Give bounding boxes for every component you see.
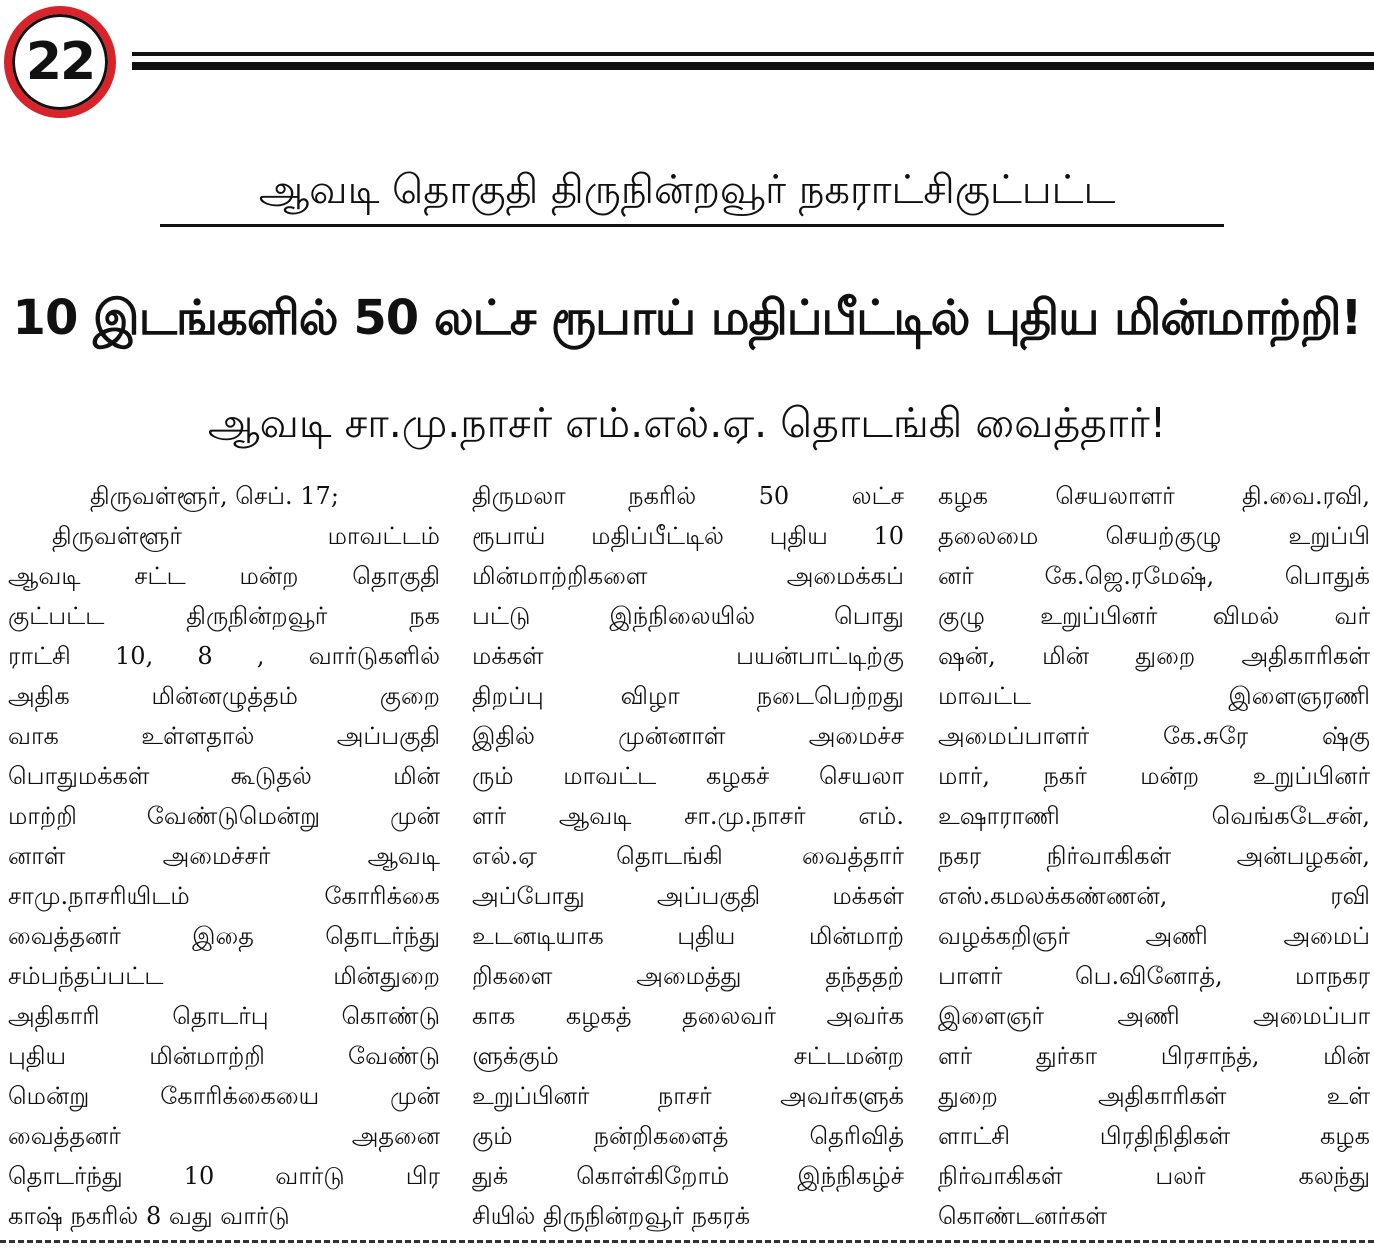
body-text-line: அதிகாரி தொடர்பு கொண்டு (8, 1002, 440, 1030)
page-number-badge (4, 6, 116, 118)
body-text-line: கழக செயலாளர் தி.வை.ரவி, (938, 482, 1370, 510)
body-text-line: காக கழகத் தலைவர் அவர்க (472, 1002, 904, 1030)
article-headline: 10 இடங்களில் 50 லட்ச ரூபாய் மதிப்பீட்டில் புதிய மின்மாற்றி! (12, 290, 1362, 346)
body-text-line: னாள் அமைச்சர் ஆவடி (8, 842, 440, 870)
body-text-line: திருமலா நகரில் 50 லட்ச (472, 482, 904, 510)
body-text-line: உறுப்பினர் நாசர் அவர்களுக் (472, 1082, 904, 1110)
body-text-line: வைத்தனர் அதனை (8, 1122, 440, 1150)
body-text-line: நகர நிர்வாகிகள் அன்பழகன், (938, 842, 1370, 870)
body-text-line: உஷாராணி வெங்கடேசன், (938, 802, 1370, 830)
body-text-line: குழு உறுப்பினர் விமல் வர் (938, 602, 1370, 630)
body-text-line: ரும் மாவட்ட கழகச் செயலா (472, 762, 904, 790)
body-text-line: ஷன், மின் துறை அதிகாரிகள் (938, 642, 1370, 670)
body-text-line: ளாட்சி பிரதிநிதிகள் கழக (938, 1122, 1370, 1150)
body-text-line: ளுக்கும் சட்டமன்ற (472, 1042, 904, 1070)
article-subheadline: ஆவடி சா.மு.நாசர் எம்.எல்.ஏ. தொடங்கி வைத்தார்! (207, 399, 1167, 447)
body-text-line: திருவள்ளூர் மாவட்டம் (52, 522, 440, 550)
body-text-line: மக்கள் பயன்பாட்டிற்கு (472, 642, 904, 670)
body-text-line: பட்டு இந்நிலையில் பொது (472, 602, 904, 630)
body-text-line: அதிக மின்னழுத்தம் குறை (8, 682, 440, 710)
body-text-line: வாக உள்ளதால் அப்பகுதி (8, 722, 440, 750)
body-text-line: ளர் ஆவடி சா.மு.நாசர் எம். (472, 802, 904, 830)
header-rule-thick (132, 62, 1374, 70)
article-column-2 (472, 476, 904, 1236)
body-text-line: கும் நன்றிகளைத் தெரிவித் (472, 1122, 904, 1150)
body-text-line: உடனடியாக புதிய மின்மாற் (472, 922, 904, 950)
body-text-line: னர் கே.ஜெ.ரமேஷ், பொதுக் (938, 562, 1370, 590)
body-text-line: பாளர் பெ.வினோத், மாநகர (938, 962, 1370, 990)
body-text-line: சம்பந்தப்பட்ட மின்துறை (8, 962, 440, 990)
body-text-line: துக் கொள்கிறோம் இந்நிகழ்ச் (472, 1162, 904, 1190)
body-text-line: பொதுமக்கள் கூடுதல் மின் (8, 762, 440, 790)
body-text-line: அமைப்பாளர் கே.சுரே ஷ்கு (938, 722, 1370, 750)
body-text-line: சாமு.நாசரியிடம் கோரிக்கை (8, 882, 440, 910)
article-column-1 (8, 476, 440, 1236)
body-text-line: கொண்டனர்கள் (938, 1202, 1108, 1230)
body-text-line: வழக்கறிஞர் அணி அமைப் (938, 922, 1370, 950)
article-kicker: ஆவடி தொகுதி திருநின்றவூர் நகராட்சிகுட்பட்ட (258, 167, 1116, 213)
kicker-underline (160, 224, 1224, 227)
body-text-line: புதிய மின்மாற்றி வேண்டு (8, 1042, 440, 1070)
body-text-line: ராட்சி 10, 8 , வார்டுகளில் (8, 642, 440, 670)
body-text-line: இளைஞர் அணி அமைப்பா (938, 1002, 1370, 1030)
body-text-line: எஸ்.கமலக்கண்ணன், ரவி (938, 882, 1370, 910)
page-number: 22 (25, 32, 95, 92)
body-text-line: மென்று கோரிக்கையை முன் (8, 1082, 440, 1110)
body-text-line: நிர்வாகிகள் பலர் கலந்து (938, 1162, 1370, 1190)
body-text-line: வைத்தனர் இதை தொடர்ந்து (8, 922, 440, 950)
body-text-line: மார், நகர் மன்ற உறுப்பினர் (938, 762, 1370, 790)
footer-dashed-rule (0, 1240, 1374, 1243)
body-text-line: தலைமை செயற்குழு உறுப்பி (938, 522, 1370, 550)
body-text-line: காஷ் நகரில் 8 வது வார்டு (8, 1202, 290, 1230)
body-text-line: அப்போது அப்பகுதி மக்கள் (472, 882, 904, 910)
body-text-line: ஆவடி சட்ட மன்ற தொகுதி (8, 562, 440, 590)
body-text-line: றிகளை அமைத்து தந்ததற் (472, 962, 904, 990)
body-text-line: எல்.ஏ தொடங்கி வைத்தார் (472, 842, 904, 870)
body-text-line: மாற்றி வேண்டுமென்று முன் (8, 802, 440, 830)
body-text-line: தொடர்ந்து 10 வார்டு பிர (8, 1162, 440, 1190)
body-text-line: திறப்பு விழா நடைபெற்றது (472, 682, 904, 710)
body-text-line: மாவட்ட இளைஞரணி (938, 682, 1370, 710)
article-column-3 (938, 476, 1370, 1236)
body-text-line: மின்மாற்றிகளை அமைக்கப் (472, 562, 904, 590)
body-text-line: குட்பட்ட திருநின்றவூர் நக (8, 602, 440, 630)
header-rule-thin (132, 52, 1374, 56)
body-text-line: துறை அதிகாரிகள் உள் (938, 1082, 1370, 1110)
body-text-line: இதில் முன்னாள் அமைச்ச (472, 722, 904, 750)
body-text-line: ளர் துர்கா பிரசாந்த், மின் (938, 1042, 1370, 1070)
body-text-line: சியில் திருநின்றவூர் நகரக் (472, 1202, 751, 1230)
body-text-line: திருவள்ளூர், செப். 17; (90, 482, 339, 510)
body-text-line: ரூபாய் மதிப்பீட்டில் புதிய 10 (472, 522, 904, 550)
